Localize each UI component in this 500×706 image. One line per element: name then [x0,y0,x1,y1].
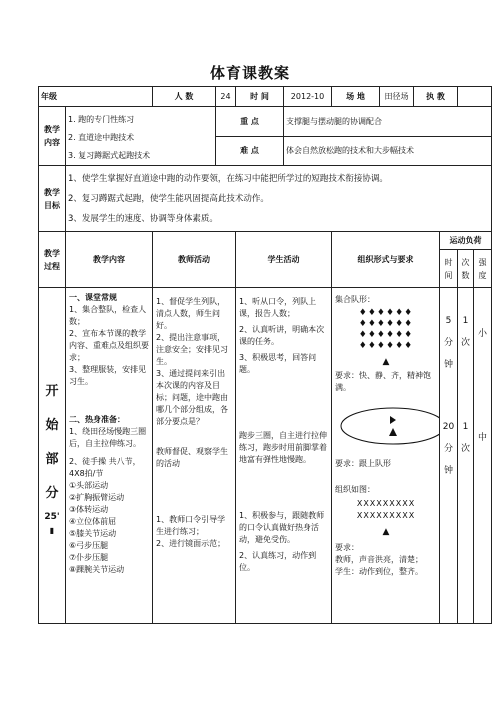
load-count: 次 [461,444,471,454]
teacher-line: 1、督促学生列队，清点人数，师生问好。 [156,297,226,330]
organization-column [332,288,440,624]
load-time: 5 [445,316,452,326]
student-line: 跑步三圈，自主进行拉伸练习，跑步时用前脚掌着地富有弹性地慢跑。 [239,431,328,464]
teacher-line: 2、提出注意事项，注意安全；安排见习生。 [156,333,228,366]
lesson-plan-table [38,86,492,624]
load-time: 分 [444,338,454,348]
key-point-value: 支撑腿与摆动腿的协调配合 [284,107,492,137]
formation-row: ♦♦♦♦♦♦ [358,319,414,329]
org-requirement: 要求：跟上队形 [335,459,392,468]
col-student: 学生活动 [236,232,332,288]
part2-line: 2、徒手操 共八节，4X8拍/节 [69,457,141,478]
key-point-label: 重 点 [216,107,284,137]
section-mark: ▮ [49,525,55,535]
place-label: 场 地 [332,87,380,107]
teacher-marker-icon: ▲ [382,527,390,537]
formation-row: ♦♦♦♦♦♦ [358,341,414,351]
org-requirement: 学生：动作到位，整齐。 [335,567,424,576]
org-title: 组织如图： [335,485,376,494]
count-label: 人 数 [153,87,216,107]
track-oval-diagram [338,404,440,448]
page-title: 体育课教案 [209,64,290,82]
part2-line: ①头部运动 [69,481,109,490]
part2-line: ⑤膝关节运动 [69,529,117,538]
section-name [39,288,66,624]
part1-line: 2、宣布本节课的教学内容、重难点及组织要求； [69,329,149,362]
goal-item: 3、发展学生的速度、协调等身体素质。 [68,213,218,224]
grade-label: 年级 [39,87,153,107]
section-char: 部 [45,451,59,467]
direction-arrow-icon [390,416,396,424]
load-count: 次 [461,338,471,348]
org-requirement: 要求：快、静、齐，精神饱满。 [335,371,432,392]
place-value: 田径场 [380,87,414,107]
part2-line: ⑥弓步压腿 [69,541,109,550]
teacher-marker-icon: ▲ [382,357,390,367]
formation-row: ♦♦♦♦♦♦ [358,308,414,318]
part1-line: 1、集合整队，检查人数； [69,305,147,326]
content-list [66,107,216,166]
student-line: 3、积极思考，回答问题。 [239,353,317,374]
content-item: 1. 跑的专门性练习 [68,115,135,124]
content-item: 3. 复习蹲踞式起跑技术 [68,151,151,160]
formation-row: XXXXXXXXX [356,499,416,508]
time-label: 时 间 [236,87,284,107]
org-title: 集合队形： [335,295,376,304]
teacher-line: 1、教师口令引导学生进行练习； [156,515,226,536]
content-item: 2. 直道途中跑技术 [68,133,135,142]
load-time-column [440,288,458,624]
content-label: 教学内容 [39,107,66,166]
load-intensity: 中 [478,433,488,443]
part2-line: ③体转运动 [69,505,109,514]
part1-heading: 一、课堂常规 [69,293,117,302]
teacher-line: 3、通过提问来引出本次课的内容及目标；问题，途中跑由哪几个部分组成，各部分要点是？ [156,369,228,426]
teacher-value [458,87,492,107]
info-row [39,87,492,107]
teacher-line: 教师督促、观察学生的活动 [156,447,228,468]
part2-line: ⑧踝腕关节运动 [69,565,125,574]
teacher-column [153,288,236,624]
time-value: 2012-10 [284,87,332,107]
section-char: 分 [45,485,59,501]
section-char: 开 [45,383,59,399]
formation-row: ♦♦♦♦♦♦ [358,330,414,340]
load-intensity: 小 [478,329,488,339]
goals-list [66,166,492,232]
load-count-column [458,288,474,624]
teacher-label: 执 教 [414,87,458,107]
col-load: 运动负荷 [440,232,492,250]
section-char: 始 [45,417,59,433]
student-line: 1、听从口令，列队上课，报告人数； [239,297,317,318]
load-count: 1 [462,316,469,326]
org-requirement: 要求： [335,543,360,552]
col-count: 次数 [458,250,474,288]
load-intensity-column [474,288,492,624]
part2-line: ④立位体前屈 [69,517,117,526]
goal-item: 1、使学生掌握好直道途中跑的动作要领，在练习中能把所学过的短跑技术衔接协调。 [68,173,388,184]
part2-line: ②扩胸振臂运动 [69,493,125,502]
col-intensity: 强度 [474,250,492,288]
goals-label: 教学目标 [39,166,66,232]
col-organization: 组织形式与要求 [332,232,440,288]
student-line: 1、积极参与，跟随教师的口令认真做好热身活动，避免受伤。 [239,511,325,544]
part2-heading: 二、热身准备： [69,415,125,424]
teacher-line: 2、进行镜面示范； [156,539,226,548]
section-duration: 25' [44,511,60,522]
org-requirement: 教师，声音洪亮，清楚； [335,555,424,564]
content-column [66,288,153,624]
load-time: 分 [444,444,454,454]
difficulty-label: 难 点 [216,136,284,166]
col-content: 教学内容 [66,232,153,288]
load-time: 钟 [444,360,454,370]
difficulty-value: 体会自然放松跑的技术和大步幅技术 [284,136,492,166]
col-time: 时间 [440,250,458,288]
student-line: 2、认真听讲，明确本次课的任务。 [239,325,325,346]
formation-row: XXXXXXXXX [356,511,416,520]
load-time: 20 [442,422,455,432]
student-line: 2、认真练习，动作到位。 [239,551,317,572]
load-count: 1 [462,422,469,432]
part2-line: 1、绕田径场慢跑三圈后，自主拉伸练习。 [69,427,147,448]
teacher-marker-icon [389,428,397,436]
process-label: 教学过程 [39,232,66,288]
col-teacher: 教师活动 [153,232,236,288]
part1-line: 3、整理服装，安排见习生。 [69,365,147,386]
count-value: 24 [216,87,236,107]
student-column [236,288,332,624]
goal-item: 2、复习蹲踞式起跑，使学生能巩固提高此技术动作。 [68,193,269,204]
load-time: 钟 [444,466,454,476]
part2-line: ⑦仆步压腿 [69,553,109,562]
